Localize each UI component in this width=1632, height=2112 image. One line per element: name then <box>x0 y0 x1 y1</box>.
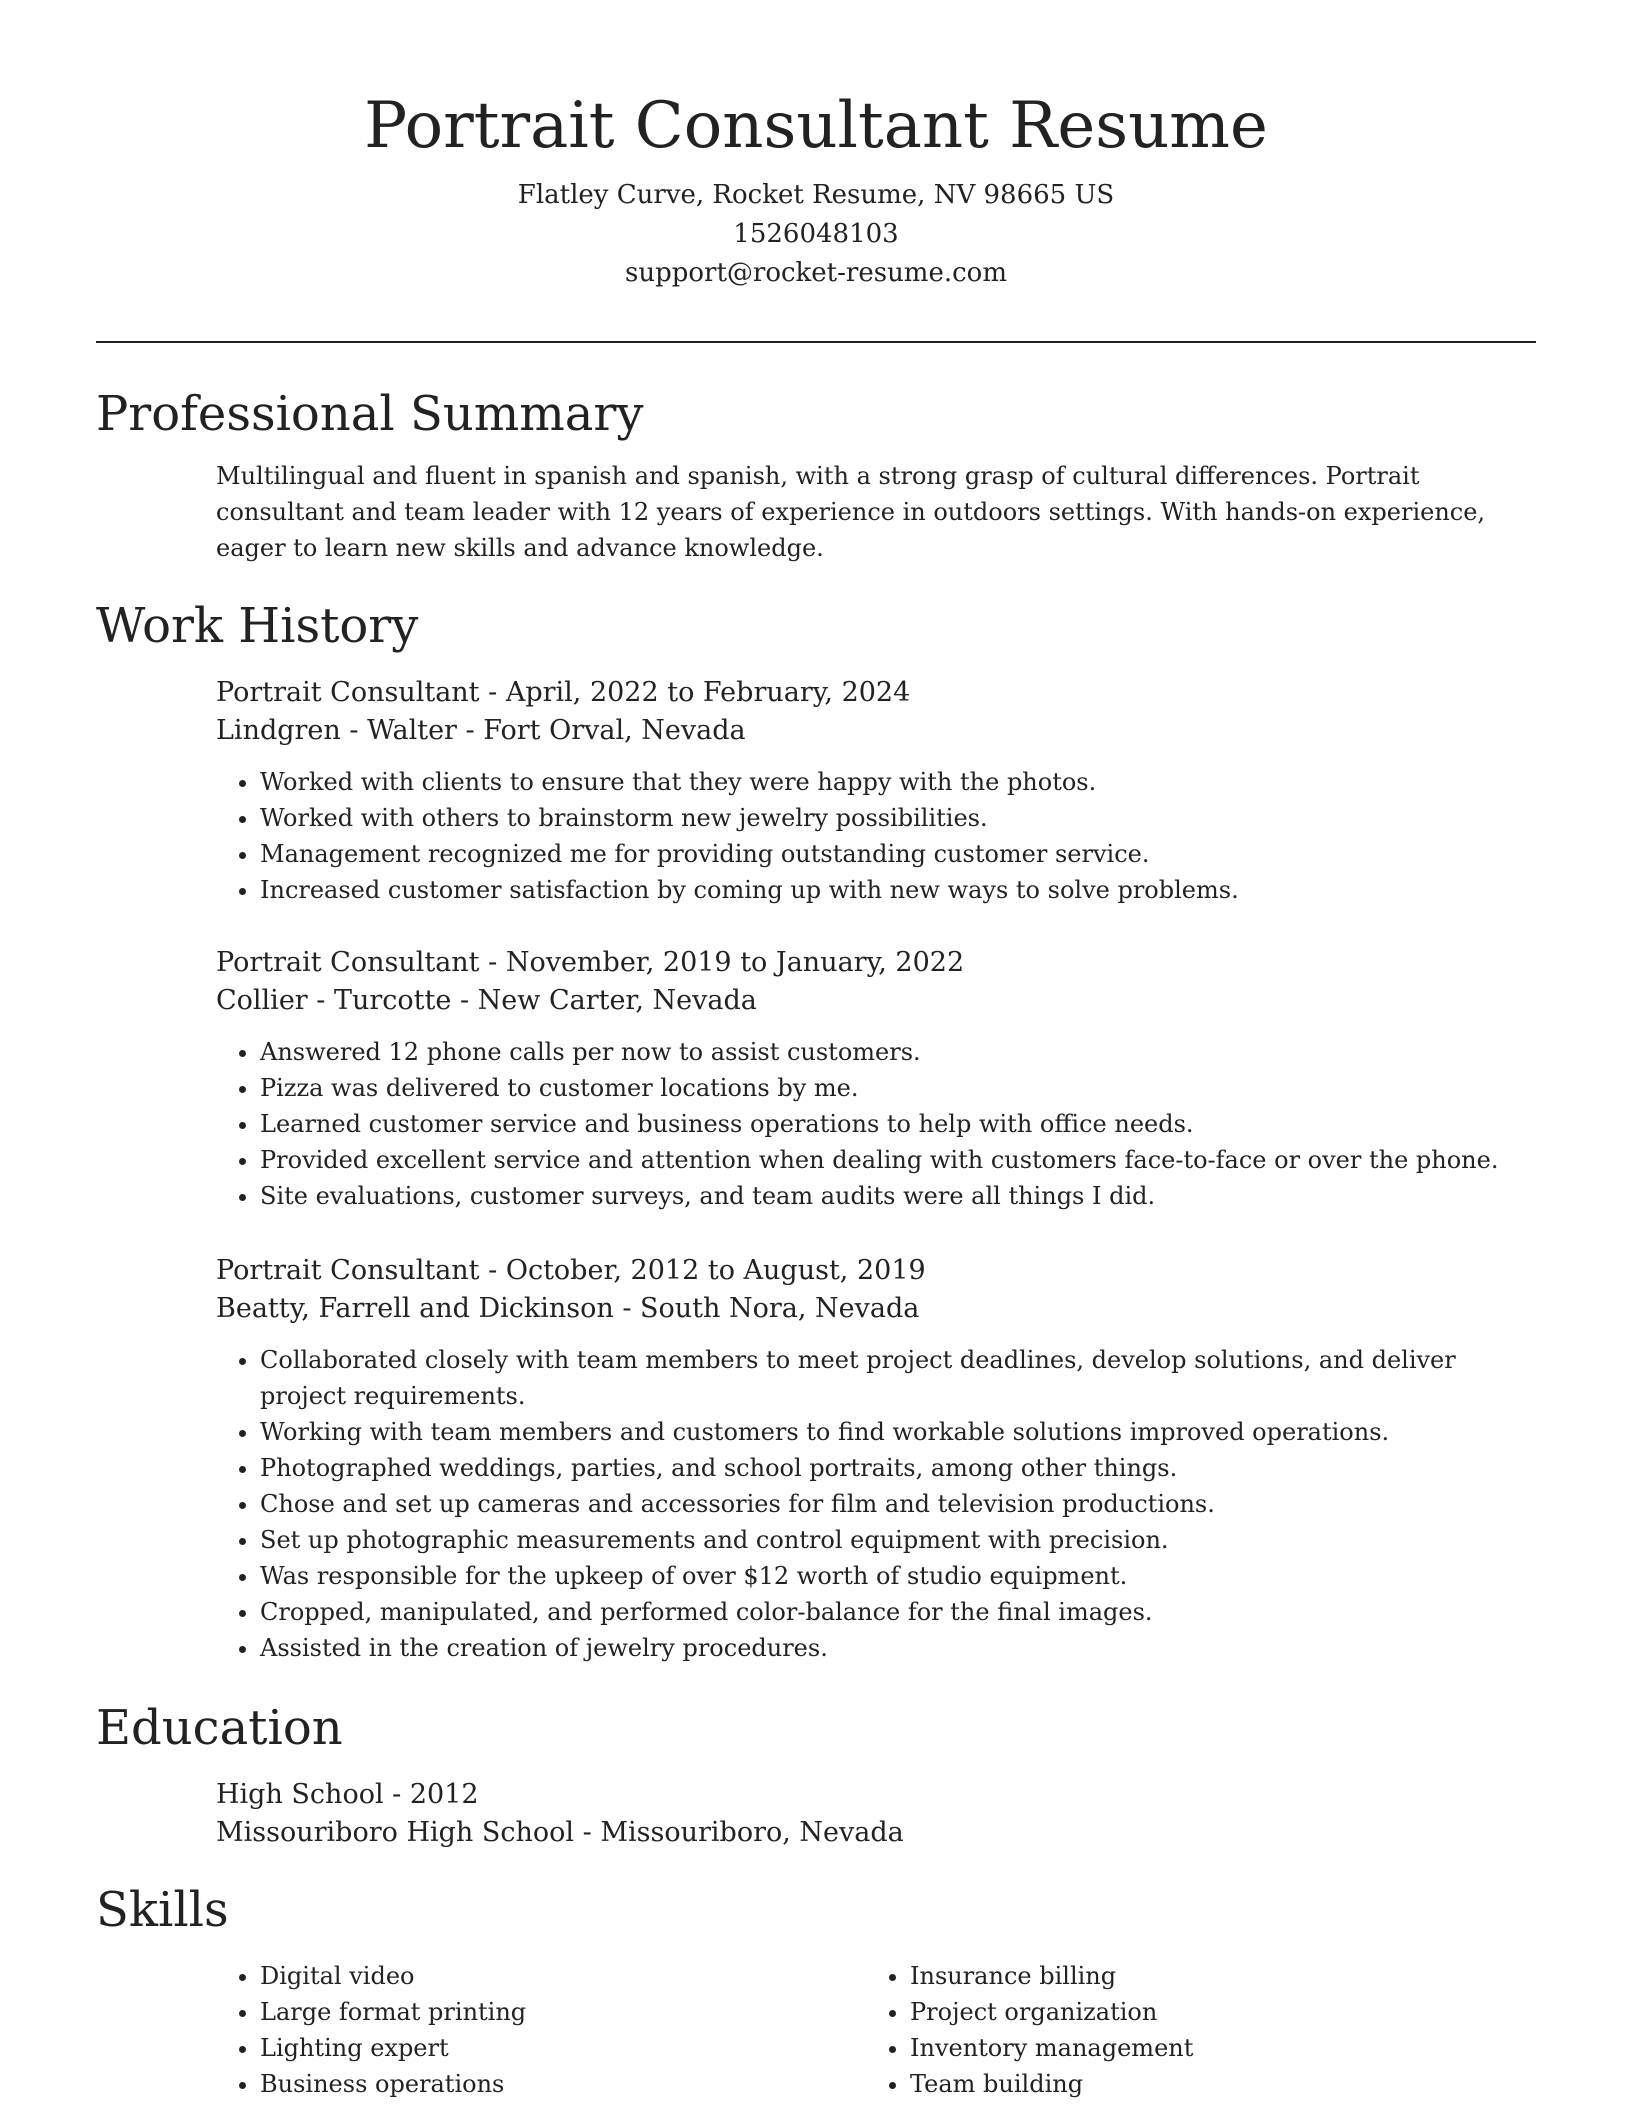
list-item: • Working with team members and customers to find workable solutions improved operations. <box>260 1414 1536 1450</box>
header-divider <box>96 341 1536 343</box>
skills-column-right <box>866 1958 1506 2102</box>
resume-title: Portrait Consultant Resume <box>364 89 1268 163</box>
job-bullets <box>216 1034 1536 1214</box>
job-company: Collier - Turcotte <box>216 985 452 1016</box>
list-item: • Pizza was delivered to customer locations by me. <box>260 1070 1536 1106</box>
summary-heading: Professional Summary <box>96 386 644 442</box>
job-company-line <box>216 712 1536 750</box>
job-location: - Fort Orval, Nevada <box>456 715 746 746</box>
list-item: • Site evaluations, customer surveys, and team audits were all things I did. <box>260 1178 1536 1214</box>
skills-section <box>216 1958 1536 2108</box>
job-location: - South Nora, Nevada <box>613 1293 920 1324</box>
job-company: Beatty, Farrell and Dickinson <box>216 1293 614 1324</box>
list-item: • Learned customer service and business operations to help with office needs. <box>260 1106 1536 1142</box>
job-location: - New Carter, Nevada <box>451 985 757 1016</box>
list-item: • Answered 12 phone calls per now to assist customers. <box>260 1034 1536 1070</box>
job-title: Portrait Consultant <box>216 677 480 708</box>
contact-info <box>96 176 1536 293</box>
list-item: • Management recognized me for providing outstanding customer service. <box>260 836 1536 872</box>
job-company-line <box>216 982 1536 1020</box>
job-entry-1 <box>216 674 1536 908</box>
job-dates: - April, 2022 to February, 2024 <box>479 677 911 708</box>
skills-list-right <box>866 1958 1506 2102</box>
list-item: • Large format printing <box>260 1994 856 2030</box>
list-item: • Cropped, manipulated, and performed color-balance for the final images. <box>260 1594 1536 1630</box>
list-item: • Set up photographic measurements and control equipment with precision. <box>260 1522 1536 1558</box>
education-entry <box>216 1776 1536 1852</box>
education-year: - 2012 <box>383 1779 479 1810</box>
contact-address: Flatley Curve, Rocket Resume, NV 98665 US <box>517 180 1115 210</box>
list-item: • Project organization <box>910 1994 1506 2030</box>
list-item: • Worked with others to brainstorm new jewelry possibilities. <box>260 800 1536 836</box>
job-dates: - October, 2012 to August, 2019 <box>479 1255 926 1286</box>
list-item: • Digital video <box>260 1958 856 1994</box>
list-item: • Chose and set up cameras and accessories for film and television productions. <box>260 1486 1536 1522</box>
education-degree: High School <box>216 1779 384 1810</box>
job-dates: - November, 2019 to January, 2022 <box>479 947 965 978</box>
job-title-line <box>216 944 1536 982</box>
list-item: • Business operations <box>260 2066 856 2102</box>
list-item: • Inventory management <box>910 2030 1506 2066</box>
list-item: • Assisted in the creation of jewelry procedures. <box>260 1630 1536 1666</box>
contact-phone: 1526048103 <box>733 219 899 249</box>
list-item: • Collaborated closely with team members to meet project deadlines, develop solutions, and deliver project requirements. <box>260 1342 1536 1414</box>
contact-email: support@rocket-resume.com <box>624 258 1007 288</box>
summary-section <box>216 458 1536 566</box>
list-item: • Was responsible for the upkeep of over $12 worth of studio equipment. <box>260 1558 1536 1594</box>
job-title-line <box>216 1252 1536 1290</box>
list-item: • Photographed weddings, parties, and school portraits, among other things. <box>260 1450 1536 1486</box>
summary-text: Multilingual and fluent in spanish and spanish, with a strong grasp of cultural differences. Portrait consultant and team leader with 12 years of experience in outdoors settings. With hands-on experience, eager to learn new skills and advance knowledge. <box>216 462 1486 562</box>
job-bullets <box>216 764 1536 908</box>
job-entry-2 <box>216 944 1536 1214</box>
job-title: Portrait Consultant <box>216 947 480 978</box>
list-item: • Provided excellent service and attention when dealing with customers face-to-face or over the phone. <box>260 1142 1536 1178</box>
skills-column-left <box>216 1958 856 2102</box>
education-school-line <box>216 1814 1536 1852</box>
education-school: Missouriboro High School <box>216 1817 575 1848</box>
job-company-line <box>216 1290 1536 1328</box>
job-entry-3 <box>216 1252 1536 1666</box>
job-bullets <box>216 1342 1536 1666</box>
job-title-line <box>216 674 1536 712</box>
resume-header <box>96 86 1536 293</box>
education-location: - Missouriboro, Nevada <box>574 1817 904 1848</box>
skills-list-left <box>216 1958 856 2102</box>
skills-heading: Skills <box>96 1882 229 1938</box>
job-company: Lindgren - Walter <box>216 715 457 746</box>
work-history-heading: Work History <box>96 598 419 654</box>
list-item: • Team building <box>910 2066 1506 2102</box>
list-item: • Insurance billing <box>910 1958 1506 1994</box>
job-title: Portrait Consultant <box>216 1255 480 1286</box>
education-degree-line <box>216 1776 1536 1814</box>
list-item: • Increased customer satisfaction by coming up with new ways to solve problems. <box>260 872 1536 908</box>
list-item: • Worked with clients to ensure that they were happy with the photos. <box>260 764 1536 800</box>
education-heading: Education <box>96 1700 343 1756</box>
list-item: • Lighting expert <box>260 2030 856 2066</box>
